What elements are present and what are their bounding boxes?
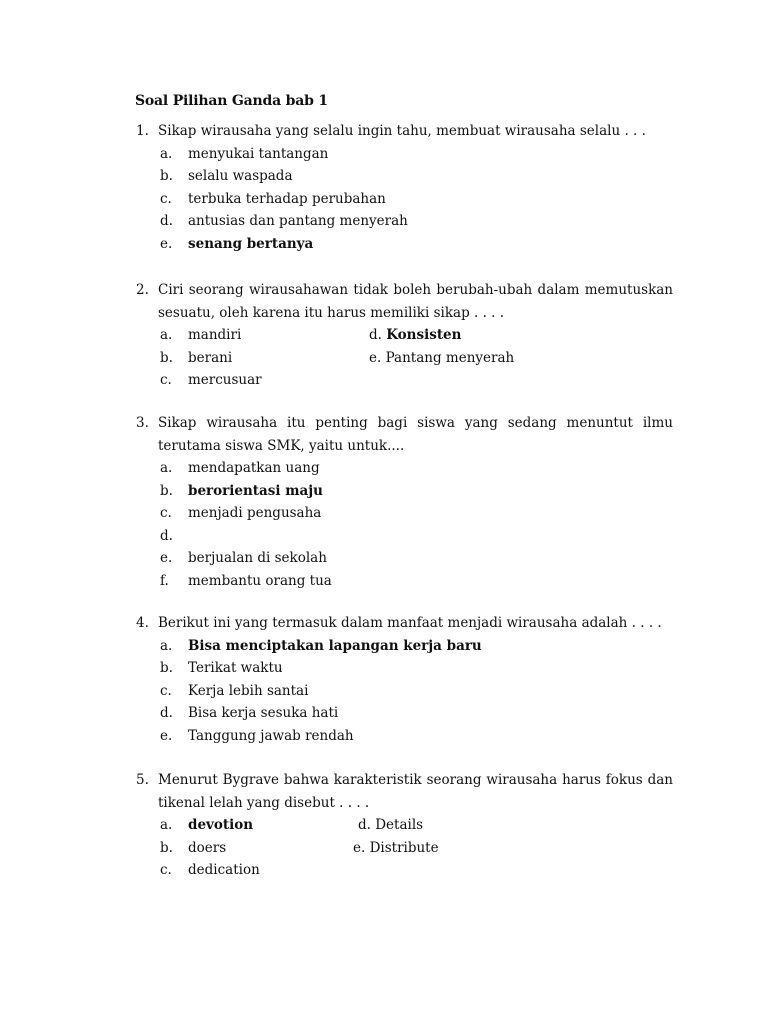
question-number: 3. [136,415,149,431]
question-number: 4. [136,615,149,631]
option-text: mendapatkan uang [188,460,320,476]
option-letter: c. [160,190,172,207]
option-text: devotion [188,817,254,833]
option-a-answer [136,635,673,658]
option-b [136,837,353,860]
option-text: Details [375,817,424,833]
option-text: Tanggung jawab rendah [188,727,354,744]
option-e [369,347,673,370]
option-text: menjadi pengusaha [188,505,322,521]
question-1 [136,120,673,255]
option-letter: c. [160,862,172,878]
option-text: mandiri [188,327,242,343]
question-text: Sikap wirausaha yang selalu ingin tahu, membuat wirausaha selalu . . . [158,123,646,139]
option-a [136,324,369,347]
option-b [136,347,369,370]
option-c [136,369,673,392]
option-letter: e. [353,839,366,856]
option-letter: e. [160,727,173,744]
option-letter: b. [160,168,173,184]
option-e [136,547,673,570]
option-b [136,165,673,188]
question-number: 2. [136,282,149,298]
option-letter: d. [160,527,173,544]
option-letter: a. [160,460,173,476]
option-c [136,502,673,525]
option-letter: b. [160,839,173,856]
option-a [136,457,673,480]
option-text: Konsisten [386,327,462,343]
option-d [136,702,673,725]
option-text: Bisa menciptakan lapangan kerja baru [188,637,482,654]
option-letter: d. [369,327,382,343]
option-letter: a. [160,327,173,343]
option-letter: d. [358,817,371,833]
option-text: doers [188,839,227,856]
option-letter: b. [160,349,173,366]
option-text [188,525,673,548]
option-c [136,859,673,882]
question-text: Sikap wirausaha itu penting bagi siswa yang sedang menuntut ilmu terutama siswa SMK, yaitu untuk.... [158,415,673,454]
option-b-answer [136,480,673,503]
option-a-answer [136,814,358,837]
option-text: menyukai tantangan [188,145,329,162]
option-text: berani [188,349,233,366]
option-d [136,210,673,233]
page-title: Soal Pilihan Ganda bab 1 [135,93,328,109]
question-2 [136,279,673,392]
option-letter: e. [369,349,382,366]
option-text: Distribute [369,839,439,856]
option-e [353,837,673,860]
option-f [136,570,673,593]
option-letter: c. [160,505,172,521]
option-e-answer [136,233,673,256]
option-text: berjualan di sekolah [188,550,327,566]
option-b [136,657,673,680]
option-d [358,814,673,837]
option-text: mercusuar [188,372,262,388]
option-d-answer [369,324,673,347]
question-5 [136,769,673,882]
option-letter: b. [160,660,173,676]
option-letter: d. [160,705,173,721]
option-letter: c. [160,372,172,388]
option-text: terbuka terhadap perubahan [188,190,386,207]
option-text: Pantang menyerah [385,349,515,366]
option-text: berorientasi maju [188,482,323,499]
option-letter: a. [160,817,173,833]
option-letter: e. [160,550,173,566]
option-c [136,188,673,211]
option-text: selalu waspada [188,168,293,184]
option-text: Bisa kerja sesuka hati [188,705,339,721]
option-letter: f. [160,572,169,589]
question-4 [136,612,673,747]
option-letter: d. [160,213,173,229]
option-text: membantu orang tua [188,572,332,589]
question-text: Berikut ini yang termasuk dalam manfaat menjadi wirausaha adalah . . . . [158,615,662,631]
option-text: Terikat waktu [188,660,283,676]
option-d [136,525,673,548]
option-e [136,725,673,748]
question-number: 5. [136,772,149,788]
option-letter: c. [160,682,172,699]
option-a [136,143,673,166]
option-text: antusias dan pantang menyerah [188,213,408,229]
option-text: Kerja lebih santai [188,682,309,699]
question-text: Ciri seorang wirausahawan tidak boleh berubah-ubah dalam memutuskan sesuatu, oleh karena itu harus memiliki sikap . . . . [158,282,673,321]
option-letter: b. [160,482,173,499]
option-letter: a. [160,145,173,162]
option-letter: a. [160,637,173,654]
option-text: dedication [188,862,260,878]
option-letter: e. [160,235,173,252]
option-text: senang bertanya [188,235,314,252]
question-text: Menurut Bygrave bahwa karakteristik seorang wirausaha harus fokus dan tikenal lelah yang disebut . . . . [158,772,673,811]
question-3 [136,412,673,592]
option-c [136,680,673,703]
question-number: 1. [136,123,149,139]
